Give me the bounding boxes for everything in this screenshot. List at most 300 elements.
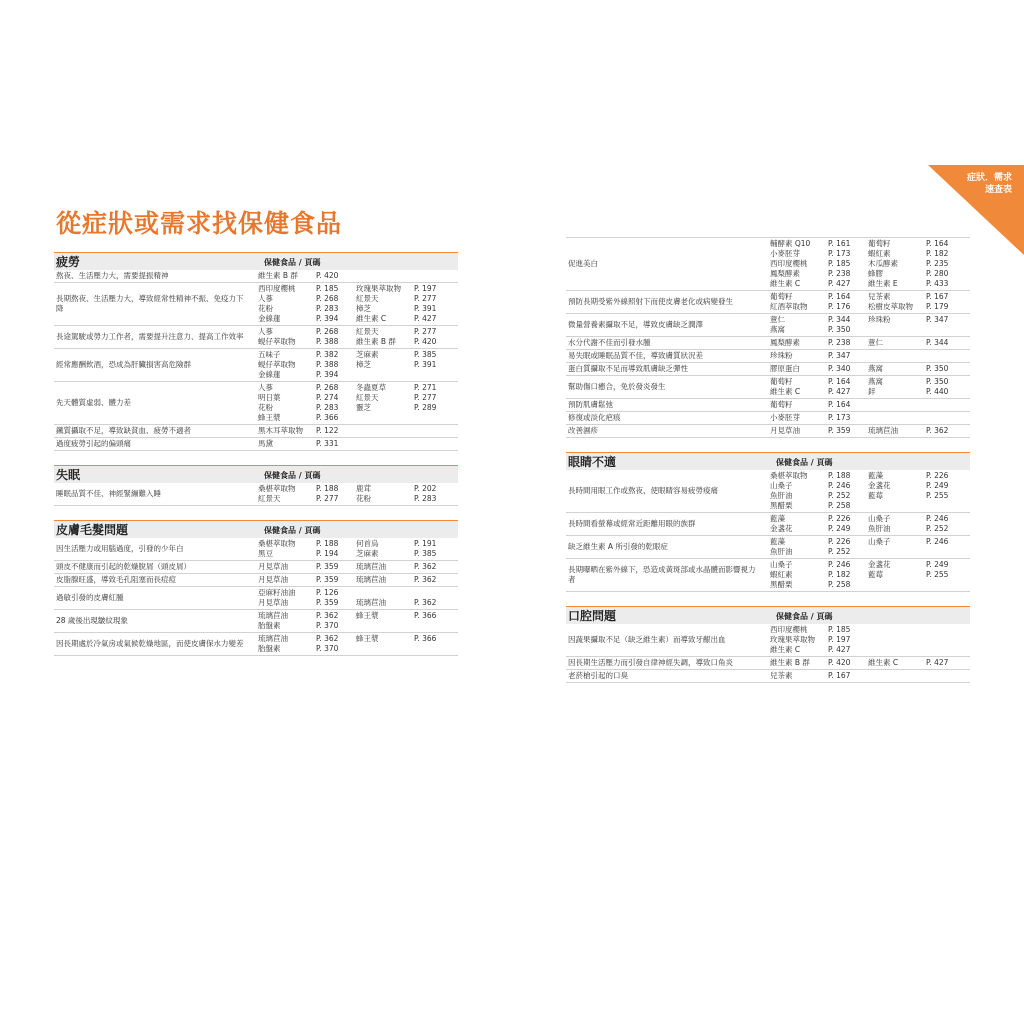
product-name: 琉璃苣油 [356,562,386,571]
product-page: P. 427 [828,645,851,654]
table-row [54,349,458,382]
product-page: P. 280 [926,269,949,278]
product-name: 葡萄籽 [770,292,793,301]
product-name: 維生素 E [868,279,898,288]
symptom-text: 過敏引發的皮膚紅腫 [56,593,124,602]
table-row [566,350,970,363]
product-name: 西印度櫻桃 [258,284,296,293]
product-name: 五味子 [258,350,281,359]
product-name: 魚肝油 [770,547,793,556]
product-page: P. 289 [414,403,437,412]
product-name: 玫瑰果萃取物 [770,635,815,644]
product-page: P. 122 [316,426,339,435]
table-row [566,314,970,337]
product-page: P. 185 [316,284,339,293]
product-name: 金線蓮 [258,370,281,379]
product-page: P. 362 [316,634,339,643]
product-name: 胎盤素 [258,644,281,653]
symptom-text: 熬夜、生活壓力大，需要提振精神 [56,271,169,280]
product-page: P. 179 [926,302,949,311]
product-page: P. 246 [828,481,851,490]
product-page: P. 246 [926,514,949,523]
table-row [54,326,458,349]
product-page: P. 277 [316,494,339,503]
product-name: 木瓜酵素 [868,259,898,268]
symptom-text: 長途駕駛或勞力工作者，需要提升注意力、提高工作效率 [56,332,244,341]
product-name: 珍珠粉 [868,315,891,324]
product-page: P. 366 [414,634,437,643]
section-subtitle: 保健食品 / 頁碼 [776,458,833,467]
product-page: P. 249 [926,560,949,569]
product-name: 樟芝 [356,360,371,369]
symptom-text: 鐵質攝取不足，導致缺貧血、疲勞不適者 [56,426,191,435]
product-page: P. 164 [828,400,851,409]
product-name: 桑椹萃取物 [258,539,296,548]
product-name: 金線蓮 [258,314,281,323]
symptom-text: 老菸槍引起的口臭 [568,671,628,680]
table-row [566,536,970,559]
product-name: 兒茶素 [770,671,793,680]
product-page: P. 164 [828,292,851,301]
table-row [54,438,458,451]
product-name: 鹿茸 [356,484,371,493]
product-name: 琉璃苣油 [258,634,288,643]
table-row [566,376,970,399]
product-page: P. 226 [828,514,851,523]
symptom-text: 因長期生活壓力而引發自律神經失調，導致口角炎 [568,658,733,667]
product-name: 藍藻 [770,537,785,546]
table-row [54,382,458,425]
product-list [258,349,456,381]
product-page: P. 182 [828,570,851,579]
product-page: P. 391 [414,360,437,369]
product-list [258,633,456,655]
symptom-text: 預防長期受紫外線照射下而使皮膚老化或病變發生 [568,297,733,306]
section-title: 眼睛不適 [568,455,617,469]
product-list [770,363,968,375]
product-list [770,412,968,424]
product-name: 維生素 B 群 [258,271,298,280]
product-page: P. 235 [926,259,949,268]
product-name: 月見草油 [258,562,288,571]
product-name: 薏仁 [770,315,785,324]
section-subtitle: 保健食品 / 頁碼 [264,471,321,480]
product-page: P. 268 [316,383,339,392]
table-row [54,574,458,587]
product-page: P. 427 [926,658,949,667]
symptom-text: 因生活壓力或用腦過度，引發的少年白 [56,544,184,553]
product-name: 兒茶素 [868,292,891,301]
product-list [770,670,968,682]
table-row [54,483,458,506]
product-name: 藍藻 [770,514,785,523]
product-page: P. 167 [828,671,851,680]
product-page: P. 252 [828,547,851,556]
table-row [566,624,970,657]
product-name: 紅景天 [356,327,379,336]
product-name: 松樹皮萃取物 [868,302,913,311]
product-list [770,337,968,349]
section [54,252,458,451]
product-list [770,559,968,591]
product-name [868,625,926,635]
product-page: P. 344 [828,315,851,324]
product-page: P. 350 [828,325,851,334]
product-page: P. 226 [926,471,949,480]
table-row [54,538,458,561]
product-page: P. 173 [828,249,851,258]
product-page: P. 388 [316,360,339,369]
symptom-text: 長時間用眼工作或熬夜，使眼睛容易疲勞痠痛 [568,486,718,495]
product-page: P. 197 [828,635,851,644]
product-page [926,625,966,635]
product-name: 琉璃苣油 [356,575,386,584]
product-name: 山桑子 [868,537,891,546]
product-name: 冬蟲夏草 [356,383,386,392]
product-list [770,513,968,535]
product-page: P. 126 [316,588,339,597]
product-list [258,574,456,586]
product-name: 金盞花 [770,524,793,533]
table-row [566,559,970,592]
product-page: P. 391 [414,304,437,313]
product-name: 小麥胚芽 [770,413,800,422]
symptom-text: 過度疲勞引起的偏頭痛 [56,439,131,448]
product-page: P. 246 [926,537,949,546]
product-list [258,270,456,282]
product-name: 維生素 B 群 [356,337,396,346]
product-list [258,382,456,424]
product-name: 蜂王漿 [258,413,281,422]
product-name: 維生素 C [770,279,801,288]
product-name: 人蔘 [258,383,273,392]
table-row [54,425,458,438]
product-name: 芝麻素 [356,350,379,359]
section-header [54,252,458,270]
product-page: P. 427 [414,314,437,323]
product-page: P. 427 [828,279,851,288]
section-subtitle: 保健食品 / 頁碼 [264,526,321,535]
section-header [54,520,458,538]
product-list [770,376,968,398]
product-name: 樟芝 [356,304,371,313]
symptom-text: 頭皮不健康而引起的乾燥脫屑（頭皮屑） [56,562,191,571]
product-list [770,350,968,362]
product-page: P. 347 [828,351,851,360]
product-page [414,588,454,598]
product-list [770,657,968,669]
product-name: 黑木耳萃取物 [258,426,303,435]
section [566,606,970,683]
product-page: P. 427 [828,387,851,396]
product-name: 膠原蛋白 [770,364,800,373]
product-name: 金盞花 [868,560,891,569]
symptom-text: 因長期處於冷氣房或氣候乾燥地區，而使皮膚保水力變差 [56,639,244,648]
symptom-text: 修復或淡化疤痕 [568,413,621,422]
symptom-text: 睡眠品質不佳、神經緊繃難入睡 [56,489,161,498]
product-name: 維生素 C [868,658,899,667]
product-name: 紅景天 [356,294,379,303]
table-row [54,587,458,610]
product-name: 亞麻籽油油 [258,588,296,597]
product-name: 維生素 C [770,387,801,396]
product-page: P. 191 [414,539,437,548]
product-page: P. 394 [316,314,339,323]
product-page: P. 277 [414,294,437,303]
product-page: P. 370 [316,621,339,630]
product-name: 花粉 [258,304,273,313]
product-name: 山桑子 [770,560,793,569]
product-list [258,425,456,437]
symptom-text: 幫助傷口癒合，免於發炎發生 [568,382,666,391]
product-name: 西印度櫻桃 [770,259,808,268]
product-name: 蜂膠 [868,269,883,278]
section [566,452,970,592]
product-page: P. 359 [316,575,339,584]
product-name [356,588,414,598]
section-title: 皮膚毛髮問題 [56,523,129,537]
product-page: P. 185 [828,259,851,268]
product-page: P. 370 [316,644,339,653]
product-page: P. 197 [414,284,437,293]
product-page: P. 331 [316,439,339,448]
table-row [566,337,970,350]
product-list [258,483,456,505]
product-name: 葡萄籽 [770,400,793,409]
product-name: 靈芝 [356,403,371,412]
product-page: P. 164 [828,377,851,386]
product-list [258,561,456,573]
product-page: P. 420 [316,271,339,280]
product-page: P. 238 [828,338,851,347]
product-page: P. 252 [926,524,949,533]
product-name: 小麥胚芽 [770,249,800,258]
product-page: P. 388 [316,337,339,346]
product-page: P. 161 [828,239,851,248]
product-name: 蜂王漿 [356,634,379,643]
product-list [258,283,456,325]
product-name: 桑椹萃取物 [258,484,296,493]
symptom-text: 微量營養素攝取不足，導致皮膚缺乏潤澤 [568,320,703,329]
product-name: 鳳梨酵素 [770,269,800,278]
section [54,520,458,656]
symptom-text: 先天體質虛弱、體力差 [56,398,131,407]
section-subtitle: 保健食品 / 頁碼 [264,258,321,267]
product-page: P. 173 [828,413,851,422]
product-name: 黑醋栗 [770,580,793,589]
product-name: 花粉 [356,494,371,503]
product-page [926,635,966,645]
product-name: 葡萄籽 [868,239,891,248]
product-name: 蝦紅素 [868,249,891,258]
product-name: 薏仁 [868,338,883,347]
product-page: P. 366 [414,611,437,620]
table-row [54,561,458,574]
symptom-text: 易失眠或睡眠品質不佳，導致膚質狀況差 [568,351,703,360]
product-list [258,610,456,632]
product-name: 金盞花 [868,481,891,490]
product-name: 紅景天 [258,494,281,503]
page-title: 從症狀或需求找保健食品 [56,209,343,238]
product-page: P. 359 [316,562,339,571]
symptom-text: 促進美白 [568,259,598,268]
product-page: P. 433 [926,279,949,288]
section-header [54,465,458,483]
product-name: 紅景天 [356,393,379,402]
product-name: 蝦紅素 [770,570,793,579]
product-name: 琉璃苣油 [868,426,898,435]
product-list [258,326,456,348]
symptom-text: 長時間看螢幕或經常近距離用眼的族群 [568,519,696,528]
product-page: P. 359 [828,426,851,435]
product-name: 西印度櫻桃 [770,625,808,634]
product-page: P. 283 [316,403,339,412]
product-page: P. 283 [414,494,437,503]
section-header [566,452,970,470]
table-row [54,283,458,326]
symptom-text: 經常應酬飲酒，恐成為肝臟損害高危險群 [56,360,191,369]
symptom-text: 因蔬果攝取不足（缺乏維生素）而導致牙齦出血 [568,635,726,644]
product-name: 紅酒萃取物 [770,302,808,311]
product-page: P. 164 [926,239,949,248]
product-name: 月見草油 [258,598,288,607]
section [566,237,970,438]
product-name: 花粉 [258,403,273,412]
product-page: P. 226 [828,537,851,546]
table-row [566,657,970,670]
product-name: 藍莓 [868,570,883,579]
product-page: P. 362 [414,598,437,607]
section-title: 失眠 [56,468,81,482]
product-name [868,635,926,645]
product-page: P. 366 [316,413,339,422]
product-name: 明日葉 [258,393,281,402]
product-page: P. 249 [926,481,949,490]
product-page: P. 255 [926,491,949,500]
product-page: P. 359 [316,598,339,607]
table-row [54,270,458,283]
product-name: 珍珠粉 [770,351,793,360]
product-name: 馬黛 [258,439,273,448]
product-page: P. 176 [828,302,851,311]
product-name: 桑椹萃取物 [770,471,808,480]
product-page: P. 362 [414,562,437,571]
table-row [566,513,970,536]
table-row [54,610,458,633]
product-page: P. 350 [926,364,949,373]
product-page: P. 362 [926,426,949,435]
product-page: P. 382 [316,350,339,359]
section-title: 疲勞 [56,255,81,269]
product-name: 黑醋栗 [770,501,793,510]
product-page: P. 340 [828,364,851,373]
section-title: 口腔問題 [568,609,617,623]
product-page: P. 268 [316,327,339,336]
product-list [770,624,968,656]
symptom-text: 長期曝晒在紫外線下，恐造成黃斑部或水晶體而影響視力者 [568,565,756,584]
product-page: P. 385 [414,549,437,558]
product-page: P. 274 [316,393,339,402]
symptom-text: 28 歲後出現皺紋現象 [56,616,128,625]
table-row [566,670,970,683]
product-name: 鳳梨酵素 [770,338,800,347]
product-name: 燕窩 [868,364,883,373]
product-page: P. 188 [316,484,339,493]
product-page: P. 182 [926,249,949,258]
symptom-text: 皮脂腺旺盛，導致毛孔阻塞而長痘痘 [56,575,176,584]
symptom-text: 水分代謝不佳而引發水腫 [568,338,651,347]
corner-tab-label: 症狀．需求 速查表 [966,173,1012,195]
product-list [770,536,968,558]
product-page: P. 268 [316,294,339,303]
product-name: 琉璃苣油 [258,611,288,620]
product-page: P. 277 [414,327,437,336]
product-list [770,425,968,437]
section-header [566,606,970,624]
product-page: P. 188 [316,539,339,548]
product-page: P. 249 [828,524,851,533]
product-name: 魚肝油 [868,524,891,533]
product-page: P. 350 [926,377,949,386]
product-name: 輔酵素 Q10 [770,239,811,248]
product-page: P. 277 [414,393,437,402]
product-name: 蜆仔萃取物 [258,337,296,346]
table-row [566,399,970,412]
product-name: 人蔘 [258,327,273,336]
product-page: P. 344 [926,338,949,347]
product-page: P. 202 [414,484,437,493]
product-list [770,291,968,313]
product-page: P. 258 [828,501,851,510]
product-name: 琉璃苣油 [356,598,386,607]
product-name: 山桑子 [868,514,891,523]
product-page: P. 420 [414,337,437,346]
product-page: P. 185 [828,625,851,634]
symptom-text: 預防肌膚鬆弛 [568,400,613,409]
product-list [770,314,968,336]
product-name: 蜆仔萃取物 [258,360,296,369]
product-name: 山桑子 [770,481,793,490]
product-page: P. 258 [828,580,851,589]
product-name: 月見草油 [770,426,800,435]
product-page: P. 440 [926,387,949,396]
symptom-text: 長期熬夜、生活壓力大，導致經常性精神不振、免疫力下降 [56,294,244,313]
table-row [566,363,970,376]
product-list [770,238,968,290]
product-list [258,587,456,609]
product-page: P. 420 [828,658,851,667]
product-name: 維生素 C [770,645,801,654]
product-name: 人蔘 [258,294,273,303]
product-page: P. 271 [414,383,437,392]
product-name: 葡萄籽 [770,377,793,386]
product-page: P. 167 [926,292,949,301]
left-column [54,252,458,670]
product-list [258,438,456,450]
product-list [770,399,968,411]
product-page: P. 188 [828,471,851,480]
table-row [566,238,970,291]
product-name: 維生素 B 群 [770,658,810,667]
right-column [566,237,970,697]
product-page: P. 394 [316,370,339,379]
symptom-text: 缺乏維生素 A 所引發的乾眼症 [568,542,668,551]
product-list [258,538,456,560]
product-page: P. 194 [316,549,339,558]
product-name: 黑豆 [258,549,273,558]
table-row [566,291,970,314]
product-name: 維生素 C [356,314,387,323]
